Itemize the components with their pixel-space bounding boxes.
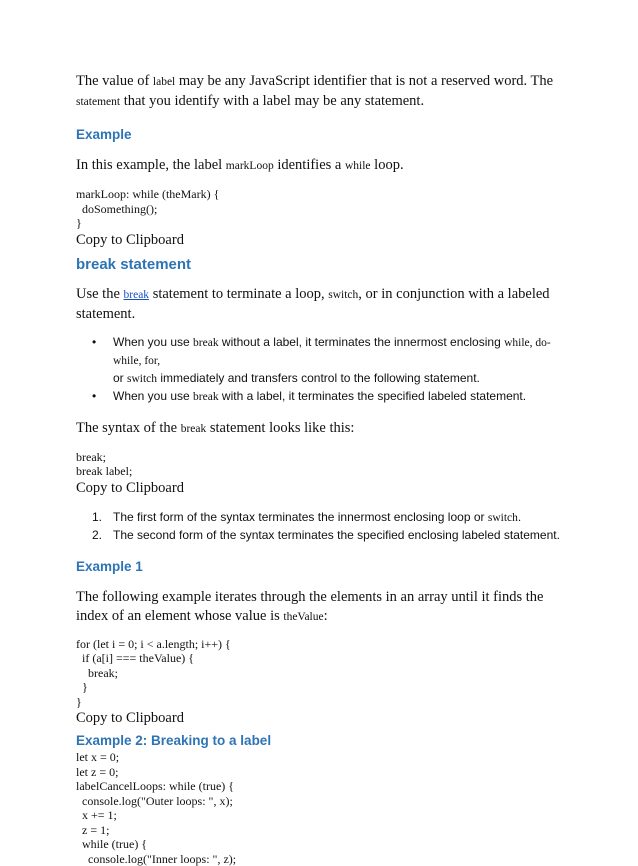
inline-code: break bbox=[193, 336, 219, 349]
break-link[interactable]: break bbox=[123, 288, 150, 301]
text: statement to terminate a loop, bbox=[149, 285, 329, 302]
copy-to-clipboard-button-2[interactable]: Copy to Clipboard bbox=[76, 479, 184, 496]
inline-code: theValue bbox=[283, 610, 324, 623]
code-block-1: markLoop: while (theMark) { doSomething(); } bbox=[76, 187, 220, 230]
text: with a label, it terminates the specified labeled statement. bbox=[218, 388, 527, 403]
inline-code: while bbox=[344, 160, 371, 172]
list-item bbox=[76, 334, 568, 388]
code-block-4: let x = 0; let z = 0; labelCancelLoops: while (true) { console.log("Outer loops: ", x); x += 1; z = 1; while (true) { console.log("Inner loops: ", z); bbox=[76, 750, 237, 866]
text: may be any JavaScript identifier that is not a reserved word. The bbox=[175, 73, 554, 89]
text: : bbox=[323, 607, 328, 624]
text: Use the bbox=[76, 285, 124, 302]
text: statement looks like this: bbox=[206, 419, 355, 436]
bullet-icon: • bbox=[92, 388, 97, 403]
inline-code: statement bbox=[76, 96, 121, 108]
copy-to-clipboard-button-1[interactable]: Copy to Clipboard bbox=[76, 231, 184, 248]
text: . bbox=[517, 509, 522, 524]
code-block-2: break; break label; bbox=[76, 449, 133, 478]
syntax-paragraph bbox=[76, 419, 568, 439]
text: , bbox=[138, 354, 145, 367]
text: When you use bbox=[113, 334, 194, 349]
inline-code: markLoop bbox=[225, 160, 274, 172]
example-1-paragraph bbox=[76, 588, 568, 627]
text: The following example iterates through the elements in an array until it finds the index of an element whose value is bbox=[76, 588, 544, 624]
numbered-list bbox=[76, 509, 568, 544]
text: The second form of the syntax terminates the specified enclosing labeled statement. bbox=[113, 527, 560, 542]
list-item bbox=[76, 527, 568, 544]
bullet-icon: • bbox=[92, 334, 97, 349]
break-paragraph bbox=[76, 285, 568, 324]
example-1-heading: Example 1 bbox=[76, 558, 143, 574]
text: loop. bbox=[370, 157, 404, 173]
copy-to-clipboard-button-3[interactable]: Copy to Clipboard bbox=[76, 710, 184, 726]
list-number: 1. bbox=[92, 509, 103, 524]
inline-code: switch bbox=[328, 288, 359, 301]
example-2-heading: Example 2: Breaking to a label bbox=[76, 733, 272, 748]
text: , bbox=[157, 354, 161, 367]
text: identifies a bbox=[273, 157, 345, 173]
break-statement-heading: break statement bbox=[76, 255, 192, 273]
text: or bbox=[113, 370, 128, 385]
inline-code: switch bbox=[127, 372, 158, 385]
text: The syntax of the bbox=[76, 419, 181, 436]
inline-code: break bbox=[180, 422, 207, 435]
text: that you identify with a label may be any statement. bbox=[120, 93, 425, 109]
example-paragraph bbox=[76, 156, 568, 176]
text: When you use bbox=[113, 388, 194, 403]
text: immediately and transfers control to the following statement. bbox=[157, 370, 480, 385]
text: The value of bbox=[76, 73, 153, 89]
list-item bbox=[76, 509, 568, 527]
text: without a label, it terminates the innermost enclosing bbox=[218, 334, 505, 349]
inline-code: do-while bbox=[113, 336, 551, 367]
inline-code: label bbox=[152, 76, 176, 88]
text: The first form of the syntax terminates the innermost enclosing loop or bbox=[113, 509, 488, 524]
list-number: 2. bbox=[92, 527, 103, 542]
inline-code: while bbox=[504, 336, 530, 349]
example-heading: Example bbox=[76, 127, 132, 142]
inline-code: switch bbox=[487, 511, 518, 524]
list-item bbox=[76, 388, 568, 406]
text: , or in conjunction with a labeled statement. bbox=[76, 285, 550, 322]
text: , bbox=[529, 336, 536, 349]
intro-paragraph bbox=[76, 72, 568, 112]
inline-code: for bbox=[144, 354, 158, 367]
text: In this example, the label bbox=[76, 157, 226, 173]
bullet-list bbox=[76, 334, 568, 406]
code-block-3: for (let i = 0; i < a.length; i++) { if (a[i] === theValue) { break; } } bbox=[76, 636, 231, 709]
inline-code: break bbox=[193, 390, 219, 403]
